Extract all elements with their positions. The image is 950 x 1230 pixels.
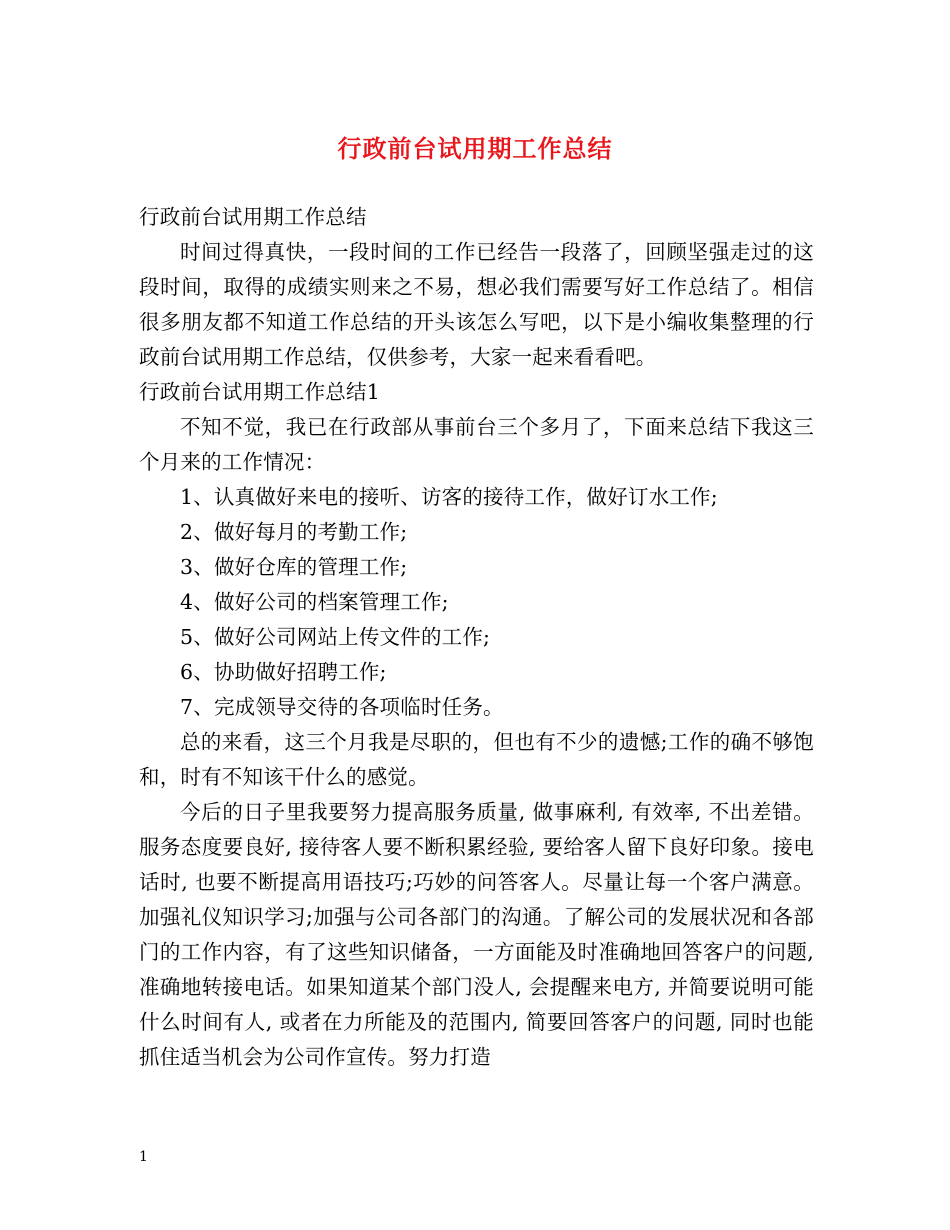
section-intro-paragraph: 不知不觉，我已在行政部从事前台三个多月了，下面来总结下我这三个月来的工作情况： xyxy=(139,415,814,474)
list-item: 4、做好公司的档案管理工作; xyxy=(180,590,449,614)
document-title: 行政前台试用期工作总结 xyxy=(337,135,613,163)
document-subtitle: 行政前台试用期工作总结 xyxy=(139,205,367,229)
intro-paragraph: 时间过得真快，一段时间的工作已经告一段落了，回顾坚强走过的这段时间，取得的成绩实则来之不易，想必我们需要写好工作总结了。相信很多朋友都不知道工作总结的开头该怎么写吧，以下是小编收集整理的行政前台试用期工作总结，仅供参考，大家一起来看看吧。 xyxy=(139,240,814,369)
plan-paragraph: 今后的日子里我要努力提高服务质量, 做事麻利, 有效率, 不出差错。服务态度要良好, 接待客人要不断积累经验, 要给客人留下良好印象。接电话时, 也要不断提高用语技巧;巧妙的问答客人。尽量让每一个客户满意。加强礼仪知识学习;加强与公司各部门的沟通。了解公司的发展状况和各部门的工作内容，有了这些知识储备，一方面能及时准确地回答客户的问题, 准确地转接电话。如果知道某个部门没人, 会提醒来电方, 并简要说明可能什么时间有人, 或者在力所能及的范围内, 简要回答客户的问题, 同时也能抓住适当机会为公司作宣传。努力打造 xyxy=(139,800,814,1069)
document-body xyxy=(139,200,814,1075)
page-number: 1 xyxy=(139,1149,148,1165)
list-item: 5、做好公司网站上传文件的工作; xyxy=(180,625,491,649)
list-item: 1、认真做好来电的接听、访客的接待工作，做好订水工作; xyxy=(180,485,718,509)
summary-paragraph: 总的来看，这三个月我是尽职的，但也有不少的遗憾;工作的确不够饱和，时有不知该干什么的感觉。 xyxy=(139,730,814,789)
section-heading: 行政前台试用期工作总结1 xyxy=(139,380,380,404)
list-item: 3、做好仓库的管理工作; xyxy=(180,555,408,579)
list-item: 7、完成领导交待的各项临时任务。 xyxy=(180,695,504,719)
list-item: 2、做好每月的考勤工作; xyxy=(180,520,408,544)
list-item: 6、协助做好招聘工作; xyxy=(180,660,387,684)
